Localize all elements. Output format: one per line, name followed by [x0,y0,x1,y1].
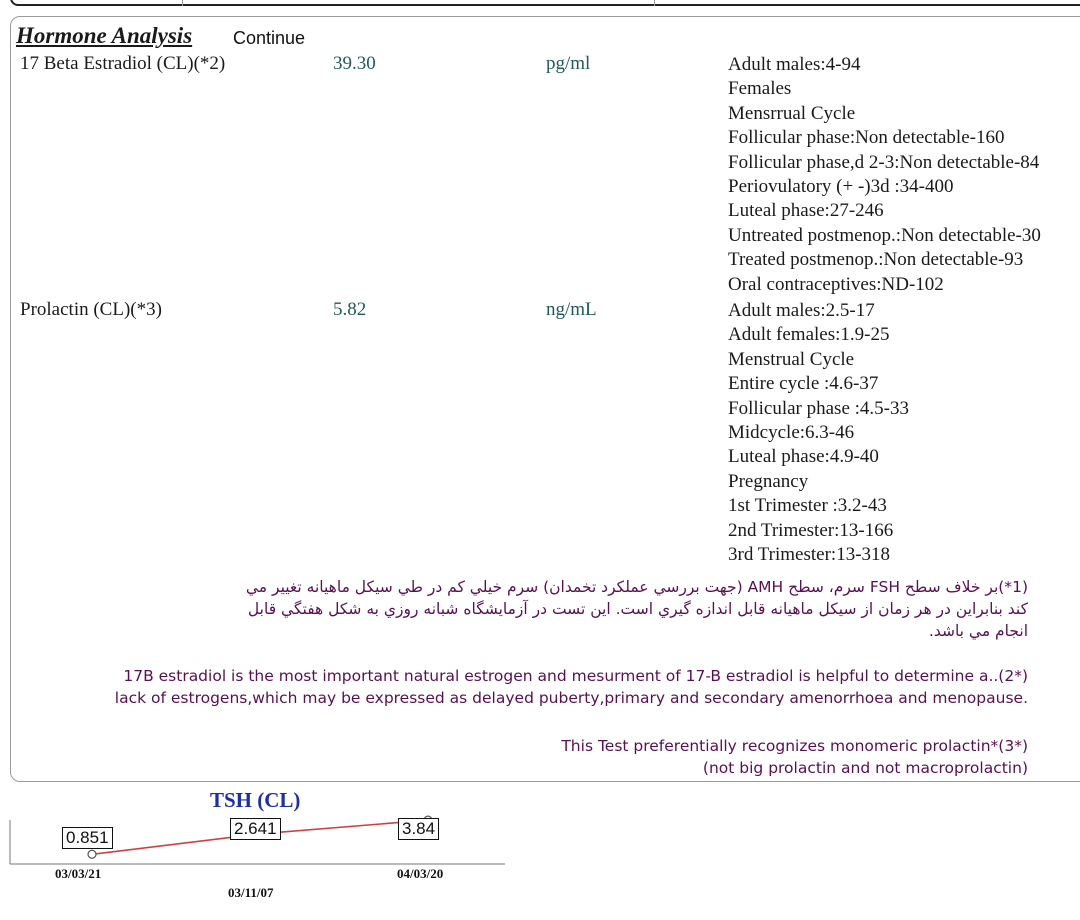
reference-range: Mensrrual Cycle [728,102,856,124]
tsh-x-tick-label: 04/03/20 [397,866,444,881]
chart-title: TSH (CL) [210,788,301,812]
frame-tick [182,0,183,6]
test-value: 39.30 [333,53,376,74]
reference-range: Females [728,78,792,100]
tsh-data-label: 2.641 [230,818,281,840]
reference-range: Adult males:4-94 [728,54,861,75]
footnote-line: كند بنابراين در هر زمان از سيكل ماهيانه قابل اندازه گيري است. اين تست در آزمايشگاه شبانه روزي به شكل هفتگي قابل [247,600,1028,618]
footnote-1 [40,576,1028,642]
reference-ranges [728,53,1041,297]
tsh-x-tick-label: 03/03/21 [55,866,102,881]
tsh-data-label: 3.84 [398,818,439,840]
reference-range: Untreated postmenop.:Non detectable-30 [728,224,1041,246]
reference-range: Midcycle:6.3-46 [728,422,855,444]
reference-ranges [728,299,909,567]
test-unit: pg/ml [546,53,591,74]
reference-range: Periovulatory (+ -)3d :34-400 [728,176,954,198]
reference-range: Treated postmenop.:Non detectable-93 [728,249,1024,271]
test-name: Prolactin (CL)(*3) [20,299,162,320]
reference-range: 3rd Trimester:13-318 [728,544,891,566]
footnote-line: (1*)بر خلاف سطح FSH سرم، سطح AMH (جهت بررسي عملكرد تخمدان) سرم خيلي كم در طي سيكل ماهيانه تغيير مي [245,578,1028,596]
reference-range: Follicular phase,d 2-3:Non detectable-84 [728,151,1040,173]
tsh-x-tick-label: 03/11/07 [228,885,274,900]
previous-page-frame [10,0,1080,6]
footnote-line: This Test preferentially recognizes monomeric prolactin*(3*) [561,737,1028,755]
tsh-data-point [88,850,96,858]
reference-range: Entire cycle :4.6-37 [728,373,879,395]
reference-range: 1st Trimester :3.2-43 [728,495,887,517]
test-unit: ng/mL [546,299,597,320]
reference-range: 2nd Trimester:13-166 [728,519,894,541]
test-value: 5.82 [333,299,367,320]
reference-range: Luteal phase:27-246 [728,200,884,222]
section-title: Hormone Analysis [16,23,193,48]
reference-range: Luteal phase:4.9-40 [728,446,879,468]
frame-tick [654,0,655,6]
footnote-line: 17B estradiol is the most important natural estrogen and mesurment of 17-B estradiol is helpful to determine a..(2*) [123,667,1028,685]
reference-range: Menstrual Cycle [728,348,855,370]
reference-range: Adult males:2.5-17 [728,300,875,321]
reference-range: Adult females:1.9-25 [728,324,890,346]
footnote-line: انجام مي باشد. [928,622,1028,640]
reference-range: Pregnancy [728,470,809,492]
reference-range: Follicular phase:Non detectable-160 [728,127,1005,149]
section-subtitle: Continue [233,28,306,48]
test-name: 17 Beta Estradiol (CL)(*2) [20,53,226,74]
reference-range: Follicular phase :4.5-33 [728,397,909,419]
footnote-3 [20,735,1028,779]
footnote-2 [20,665,1028,709]
footnote-line: (not big prolactin and not macroprolactin) [702,759,1028,777]
reference-range: Oral contraceptives:ND-102 [728,273,944,295]
tsh-data-label: 0.851 [62,827,113,849]
footnote-line: .lack of estrogens,which may be expressed as delayed puberty,primary and secondary amenorrhoea and menopause [114,689,1028,707]
